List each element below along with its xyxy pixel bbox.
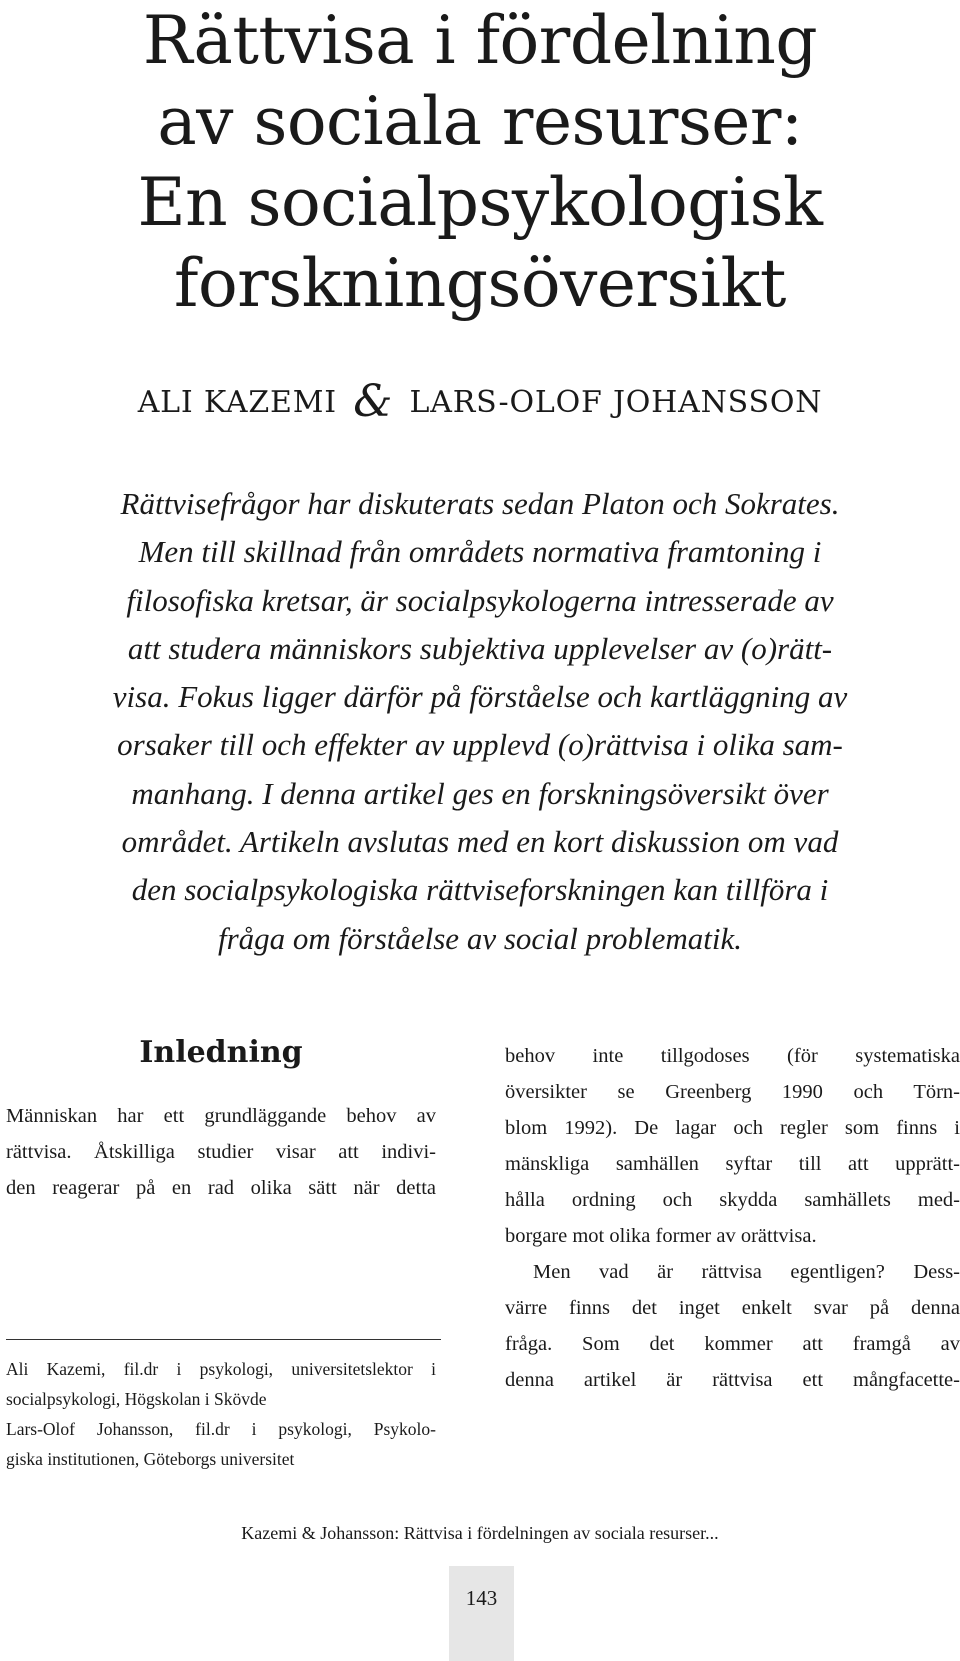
footnote-divider xyxy=(6,1339,441,1340)
body-line: blom 1992). De lagar och regler som finns i xyxy=(505,1117,960,1139)
body-line: mänskliga samhällen syftar till att upprätt- xyxy=(505,1153,960,1175)
abstract-line: fråga om förståelse av social problematik. xyxy=(217,920,743,956)
running-footer: Kazemi & Johansson: Rättvisa i fördelningen av sociala resurser... xyxy=(241,1523,719,1543)
abstract-line: visa. Fokus ligger därför på förståelse och kartläggning av xyxy=(112,679,848,715)
section-heading: Inledning xyxy=(139,1035,303,1070)
title-line: En socialpsykologisk xyxy=(137,164,823,241)
page-number-box xyxy=(449,1566,514,1661)
abstract-line: orsaker till och effekter av upplevd (o)rättvisa i olika sam- xyxy=(117,727,843,763)
footnote-line: Ali Kazemi, fil.dr i psykologi, universitetslektor i xyxy=(6,1359,436,1379)
article-title xyxy=(60,0,900,324)
body-line: Människan har ett grundläggande behov av xyxy=(6,1105,436,1127)
footnote-line: giska institutionen, Göteborgs universitet xyxy=(6,1449,295,1469)
abstract-line: den socialpsykologiska rättviseforskningen kan tillföra i xyxy=(131,872,829,908)
title-line: Rättvisa i fördelning xyxy=(142,2,818,79)
left-column xyxy=(6,1028,436,1206)
abstract-line: filosofiska kretsar, är socialpsykologerna intresserade av xyxy=(126,582,834,618)
abstract-line: Men till skillnad från områdets normativa framtoning i xyxy=(138,534,822,570)
footnote-line: socialpsykologi, Högskolan i Skövde xyxy=(6,1389,267,1409)
author-2: LARS-OLOF JOHANSSON xyxy=(409,385,823,420)
abstract-line: området. Artikeln avslutas med en kort diskussion om vad xyxy=(121,824,839,860)
abstract-line: Rättvisefrågor har diskuterats sedan Platon och Sokrates. xyxy=(120,486,840,521)
abstract-line: att studera människors subjektiva upplevelser av (o)rätt- xyxy=(127,630,833,666)
body-line: Men vad är rättvisa egentligen? Dess- xyxy=(533,1261,960,1283)
right-body xyxy=(505,1038,960,1398)
body-line: rättvisa. Åtskilliga studier visar att indivi- xyxy=(6,1141,436,1163)
body-line: denna artikel är rättvisa ett mångfacette- xyxy=(505,1369,960,1391)
author-footnotes xyxy=(6,1354,436,1474)
body-line: borgare mot olika former av orättvisa. xyxy=(505,1225,817,1247)
right-column xyxy=(505,1038,960,1398)
body-line: fråga. Som det kommer att framgå av xyxy=(505,1333,960,1355)
footnote-line: Lars-Olof Johansson, fil.dr i psykologi, Psykolo- xyxy=(6,1419,436,1439)
abstract-line: manhang. I denna artikel ges en forskningsöversikt över xyxy=(131,775,829,811)
author-1: ALI KAZEMI xyxy=(137,385,337,420)
author-line xyxy=(60,372,900,427)
ampersand: & xyxy=(353,376,394,427)
body-line: behov inte tillgodoses (för systematiska xyxy=(505,1045,960,1067)
title-line: av sociala resurser: xyxy=(157,83,803,160)
page-number: 143 xyxy=(465,1586,498,1610)
left-body xyxy=(6,1098,436,1206)
body-line: den reagerar på en rad olika sätt när detta xyxy=(6,1177,436,1199)
body-line: hålla ordning och skydda samhällets med- xyxy=(505,1189,960,1211)
abstract xyxy=(80,480,880,963)
title-line: forskningsöversikt xyxy=(174,245,786,322)
body-line: översikter se Greenberg 1990 och Törn- xyxy=(505,1081,960,1103)
body-line: värre finns det inget enkelt svar på denna xyxy=(505,1297,960,1319)
